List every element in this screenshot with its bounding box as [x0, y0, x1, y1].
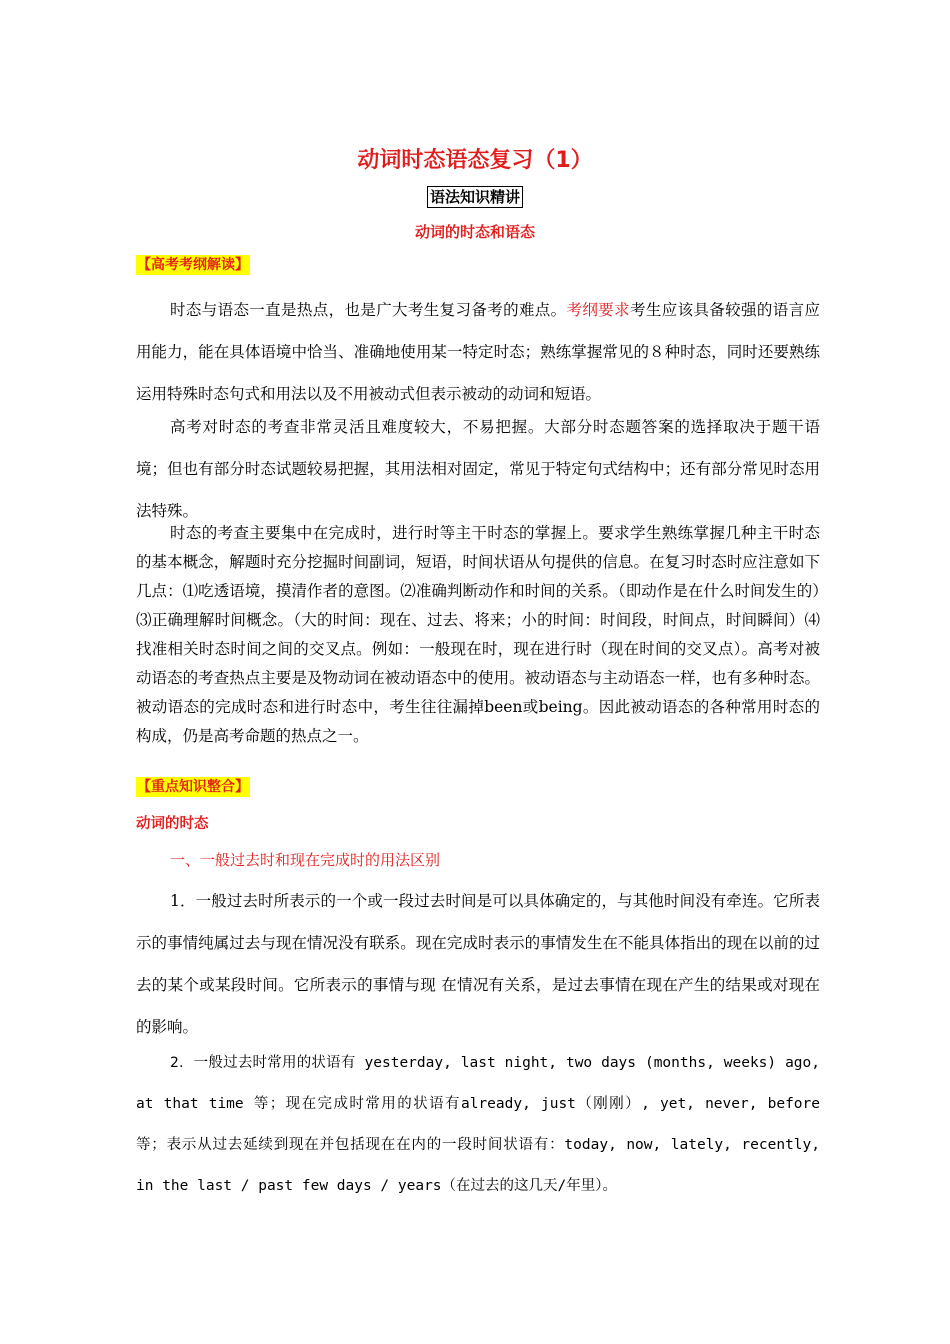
paragraph-point-2: 2．一般过去时常用的状语有 yesterday, last night, two days (months, weeks) ago, at that time 等；现在完成时常用的状语有already, just（刚刚）, yet, never, before 等；表示从过去延续到现在并包括现在在内的一段时间状语有：today, now, lately, recently, in the last / past few days / years（在过去的这几天/年里）。: [136, 1055, 820, 1194]
paragraph-1: [136, 289, 820, 415]
boxed-label-wrap: [0, 186, 950, 208]
section-heading: 一、一般过去时和现在完成时的用法区别: [170, 851, 441, 869]
section-tag-key-knowledge: 【重点知识整合】: [137, 779, 249, 795]
page-title: 动词时态语态复习（1）: [357, 148, 593, 173]
paragraph-1-highlight: 考纲要求: [566, 301, 630, 319]
boxed-label: 语法知识精讲: [427, 186, 523, 208]
paragraph-1-start: 时态与语态一直是热点，也是广大考生复习备考的难点。: [170, 301, 567, 319]
paragraph-1-end: 考生应该具备较强的语言应用能力，能在具体语境中恰当、准确地使用某一特定时态；熟练掌握常见的８种时态，同时还要熟练运用特殊时态句式和用法以及不用被动式但表示被动的动词和短语。: [136, 301, 820, 403]
paragraph-3: 时态的考查主要集中在完成时，进行时等主干时态的掌握上。要求学生熟练掌握几种主干时态的基本概念，解题时充分挖掘时间副词，短语，时间状语从句提供的信息。在复习时态时应注意如下几点：⑴吃透语境，摸清作者的意图。⑵准确判断动作和时间的关系。（即动作是在什么时间发生的）⑶正确理解时间概念。（大的时间：现在、过去、将来；小的时间：时间段，时间点，时间瞬间）⑷找准相关时态时间之间的交叉点。例如：一般现在时，现在进行时（现在时间的交叉点）。高考对被动语态的考查热点主要是及物动词在被动语态中的使用。被动语态与主动语态一样，也有多种时态。被动语态的完成时态和进行时态中，考生往往漏掉been或being。因此被动语态的各种常用时态的构成，仍是高考命题的热点之一。: [136, 524, 820, 745]
heading-verb-tenses: 动词的时态: [136, 816, 209, 832]
page-subtitle: 动词的时态和语态: [414, 223, 535, 241]
section-tag-exam-outline: 【高考考纲解读】: [137, 257, 249, 273]
paragraph-point-1: 1．一般过去时所表示的一个或一段过去时间是可以具体确定的，与其他时间没有牵连。它所表示的事情纯属过去与现在情况没有联系。现在完成时表示的事情发生在不能具体指出的现在以前的过去的某个或某段时间。它所表示的事情与现 在情况有关系，是过去事情在现在产生的结果或对现在的影响。: [136, 892, 820, 1036]
paragraph-2: 高考对时态的考查非常灵活且难度较大，不易把握。大部分时态题答案的选择取决于题干语境；但也有部分时态试题较易把握，其用法相对固定，常见于特定句式结构中；还有部分常见时态用法特殊。: [136, 418, 820, 520]
